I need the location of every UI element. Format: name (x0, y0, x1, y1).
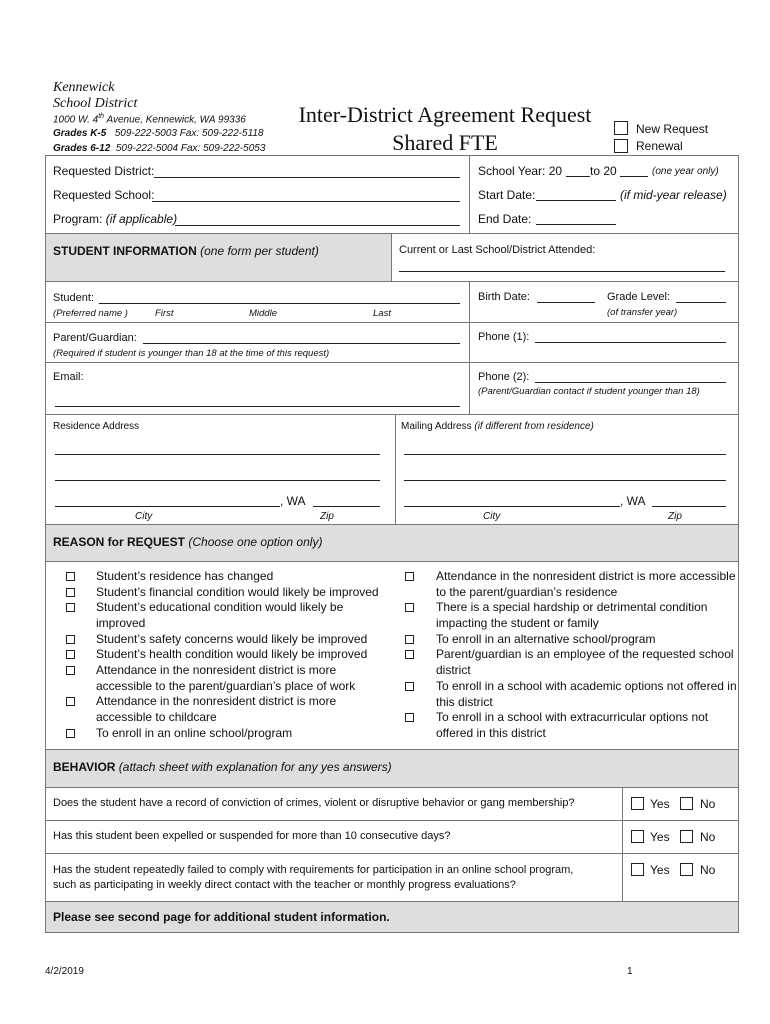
phone2-field[interactable] (535, 382, 726, 383)
expelled-no-label: No (700, 830, 716, 844)
form-title-line1: Inter-District Agreement Request (298, 102, 592, 127)
crimes-no-checkbox[interactable] (680, 797, 693, 810)
renewal-checkbox[interactable] (614, 139, 628, 153)
school-year-start-field[interactable] (566, 176, 590, 177)
first-name-label: First (155, 308, 174, 319)
reason-residence-changed-checkbox[interactable] (66, 572, 75, 581)
online-no-checkbox[interactable] (680, 863, 693, 876)
reason-educational-cont: improved (96, 616, 146, 630)
behavior-note: (attach sheet with explanation for any yes answers) (118, 760, 392, 774)
reason-academic-cont: this district (436, 695, 493, 709)
end-date-label: End Date: (478, 212, 532, 226)
start-date-note: (if mid-year release) (620, 188, 727, 202)
see-second-page-note: Please see second page for additional student information. (53, 910, 390, 924)
mailing-address-text: Mailing Address (401, 421, 472, 432)
grade-level-label: Grade Level: (607, 291, 670, 303)
reason-extracurricular: To enroll in a school with extracurricular options not (436, 710, 709, 724)
start-date-label: Start Date: (478, 188, 536, 202)
requested-school-label: Requested School: (53, 188, 155, 202)
student-info-title: STUDENT INFORMATION (53, 244, 197, 258)
residence-address-line2[interactable] (55, 480, 380, 481)
district-name (53, 80, 137, 112)
mailing-address-label (401, 421, 594, 432)
form-title (280, 101, 610, 157)
expelled-yes-checkbox[interactable] (631, 830, 644, 843)
reason-academic: To enroll in a school with academic options not offered in (436, 679, 737, 693)
parent-guardian-note: (Required if student is younger than 18 at the time of this request) (53, 348, 330, 359)
grades-612-phones: 509-222-5004 Fax: 509-222-5053 (115, 143, 266, 154)
phone1-field[interactable] (535, 342, 726, 343)
reason-hardship-cont: impacting the student or family (436, 616, 599, 630)
new-request-label: New Request (636, 122, 709, 136)
reason-safety: Student’s safety concerns would likely be improved (96, 632, 368, 646)
expelled-yes-label: Yes (650, 830, 670, 844)
behavior-question-online-line1: Has the student repeatedly failed to comply with requirements for participation in an online school program, (53, 864, 574, 876)
residence-zip-label: Zip (320, 511, 334, 522)
behavior-question-online-line2: such as participating in weekly direct contact with the teacher or monthly progress evaluations? (53, 879, 516, 891)
program-field[interactable] (175, 225, 460, 226)
residence-city-field[interactable] (55, 506, 280, 507)
program-label (53, 212, 177, 226)
renewal-label: Renewal (636, 139, 683, 153)
phone2-label: Phone (2): (478, 371, 530, 383)
reason-residence-access: Attendance in the nonresident district is more accessible (436, 569, 736, 583)
reason-title: REASON for REQUEST (53, 535, 186, 549)
crimes-no-label: No (700, 797, 716, 811)
footer-date: 4/2/2019 (45, 966, 84, 977)
reason-childcare-checkbox[interactable] (66, 697, 75, 706)
reason-extracurricular-checkbox[interactable] (405, 713, 414, 722)
grades-612-label: Grades 6-12 (53, 143, 111, 154)
reason-work: Attendance in the nonresident district is more (96, 663, 337, 677)
reason-alternative-checkbox[interactable] (405, 635, 414, 644)
end-date-field[interactable] (536, 224, 616, 225)
reason-safety-checkbox[interactable] (66, 635, 75, 644)
reason-financial-checkbox[interactable] (66, 588, 75, 597)
reason-residence-access-checkbox[interactable] (405, 572, 414, 581)
student-info-heading (53, 244, 319, 258)
birth-date-field[interactable] (537, 302, 595, 303)
mailing-zip-label: Zip (668, 511, 682, 522)
behavior-title: BEHAVIOR (53, 760, 116, 774)
reason-residence-changed: Student’s residence has changed (96, 569, 274, 583)
expelled-no-checkbox[interactable] (680, 830, 693, 843)
email-label: Email: (53, 371, 84, 383)
grades-k5-contact (53, 128, 264, 139)
last-name-label: Last (373, 308, 391, 319)
current-school-label: Current or Last School/District Attended: (399, 244, 596, 256)
reason-employee-cont: district (436, 663, 471, 677)
requested-district-label: Requested District: (53, 164, 155, 178)
online-yes-checkbox[interactable] (631, 863, 644, 876)
mailing-city-label: City (483, 511, 501, 522)
address-pre: 1000 W. 4 (53, 114, 99, 126)
parent-guardian-field[interactable] (143, 343, 460, 344)
reason-residence-access-cont: to the parent/guardian’s residence (436, 585, 618, 599)
address-post: Avenue, Kennewick, WA 99336 (104, 114, 246, 126)
parent-guardian-label: Parent/Guardian: (53, 332, 137, 344)
behavior-question-online (53, 863, 573, 893)
district-name-line2: School District (53, 96, 138, 111)
reason-educational-checkbox[interactable] (66, 603, 75, 612)
reason-childcare-cont: accessible to childcare (96, 710, 217, 724)
transfer-year-note: (of transfer year) (607, 307, 678, 318)
online-yes-label: Yes (650, 863, 670, 877)
reason-hardship-checkbox[interactable] (405, 603, 414, 612)
student-name-field[interactable] (99, 303, 460, 304)
crimes-yes-checkbox[interactable] (631, 797, 644, 810)
mailing-address-line1[interactable] (404, 454, 726, 455)
preferred-name-label: (Preferred name ) (53, 308, 128, 319)
residence-zip-field[interactable] (313, 506, 380, 507)
reason-financial: Student’s financial condition would likely be improved (96, 585, 379, 599)
phone2-note: (Parent/Guardian contact if student younger than 18) (478, 386, 700, 397)
grade-level-field[interactable] (676, 302, 726, 303)
reason-work-checkbox[interactable] (66, 666, 75, 675)
school-year-label: School Year: 20 (478, 164, 563, 178)
reason-employee: Parent/guardian is an employee of the requested school (436, 647, 734, 661)
page-number: 1 (627, 966, 633, 977)
birth-date-label: Birth Date: (478, 291, 530, 303)
address-sup: th (98, 113, 105, 120)
grades-612-contact (53, 143, 265, 154)
crimes-yes-label: Yes (650, 797, 670, 811)
residence-address-label: Residence Address (53, 421, 140, 432)
program-note: (if applicable) (105, 212, 178, 226)
reason-heading (53, 535, 322, 549)
residence-city-label: City (135, 511, 153, 522)
mailing-address-line2[interactable] (404, 480, 726, 481)
residence-wa-label: , WA (280, 494, 306, 508)
reason-childcare: Attendance in the nonresident district is more (96, 694, 337, 708)
reason-online: To enroll in an online school/program (96, 726, 293, 740)
reason-hardship: There is a special hardship or detrimental condition (436, 600, 708, 614)
reason-health-checkbox[interactable] (66, 650, 75, 659)
mailing-city-field[interactable] (404, 506, 620, 507)
mailing-wa-label: , WA (620, 494, 646, 508)
form-title-line2: Shared FTE (392, 130, 498, 155)
reason-health: Student’s health condition would likely be improved (96, 647, 368, 661)
school-year-end-field[interactable] (620, 176, 648, 177)
mailing-address-note: (if different from residence) (474, 421, 594, 432)
new-request-checkbox[interactable] (614, 121, 628, 135)
district-address (53, 113, 246, 125)
phone1-label: Phone (1): (478, 331, 530, 343)
email-field[interactable] (55, 406, 460, 407)
residence-address-line1[interactable] (55, 454, 380, 455)
behavior-question-crimes: Does the student have a record of conviction of crimes, violent or disruptive behavior or gang membership? (53, 797, 575, 809)
grades-k5-phones: 509-222-5003 Fax: 509-222-5118 (114, 128, 264, 139)
student-info-note: (one form per student) (200, 244, 319, 258)
current-school-field[interactable] (399, 271, 725, 272)
reason-work-cont: accessible to the parent/guardian’s place of work (96, 679, 356, 693)
requested-district-field[interactable] (154, 177, 460, 178)
start-date-field[interactable] (536, 200, 616, 201)
reason-online-checkbox[interactable] (66, 729, 75, 738)
behavior-question-expelled: Has this student been expelled or suspended for more than 10 consecutive days? (53, 830, 451, 842)
mailing-zip-field[interactable] (652, 506, 726, 507)
middle-name-label: Middle (249, 308, 277, 319)
reason-alternative: To enroll in an alternative school/program (436, 632, 656, 646)
reason-extracurricular-cont: offered in this district (436, 726, 546, 740)
reason-employee-checkbox[interactable] (405, 650, 414, 659)
district-name-line1: Kennewick (53, 80, 115, 95)
online-no-label: No (700, 863, 716, 877)
reason-educational: Student’s educational condition would likely be (96, 600, 344, 614)
school-year-note: (one year only) (652, 166, 719, 177)
behavior-heading (53, 760, 392, 774)
reason-academic-checkbox[interactable] (405, 682, 414, 691)
reason-note: (Choose one option only) (188, 535, 323, 549)
school-year-to-label: to 20 (590, 164, 617, 178)
program-text: Program: (53, 212, 103, 226)
grades-k5-label: Grades K-5 (53, 128, 107, 139)
requested-school-field[interactable] (152, 201, 460, 202)
student-label: Student: (53, 292, 94, 304)
